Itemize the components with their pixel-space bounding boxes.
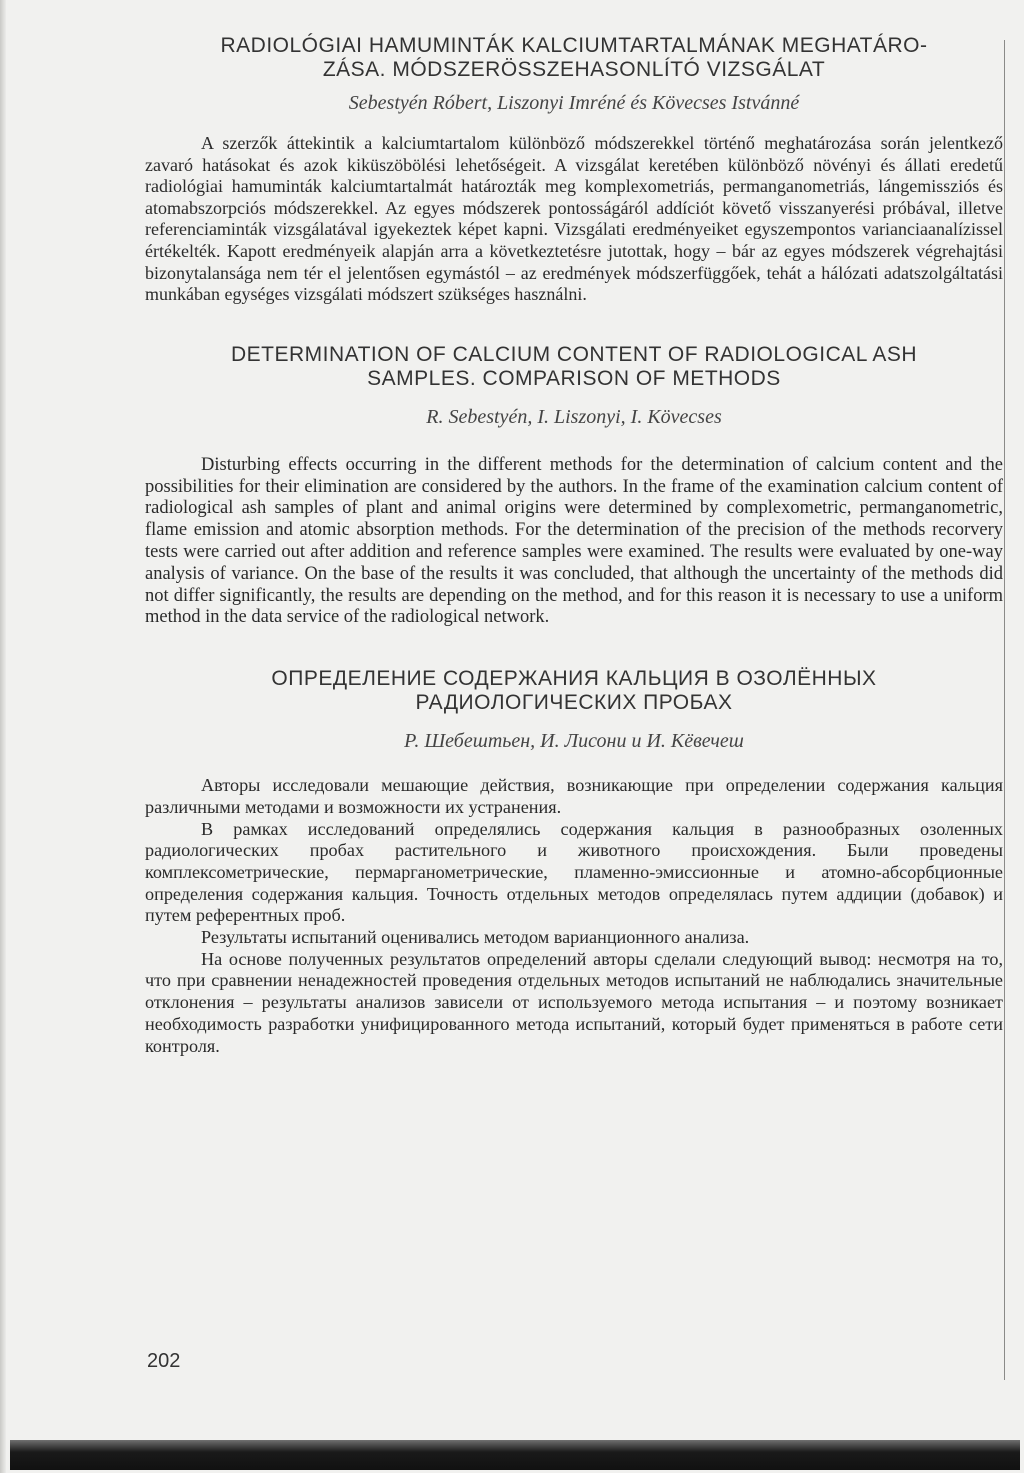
russian-authors: Р. Шебештьен, И. Лисони и И. Кёвечеш [404,730,744,753]
hungarian-authors: Sebestyén Róbert, Liszonyi Imréné és Kövecses Istvánné [348,92,800,114]
english-section [145,343,1003,629]
english-title [145,343,1003,391]
russian-abstract-para2: В рамках исследований определялись содержания кальция в разнообразных озоленных радиологических пробах растительного и животного происхождения. Были проведены комплексометрические, пермарганометрические, пламенно-эмиссионные и атомно-абсорбционные определения содержания кальция. Точность отдельных методов определялась путем аддиции (добавок) и путем референтных проб. [145,818,1003,926]
russian-title-line2: РАДИОЛОГИЧЕСКИХ ПРОБАХ [415,691,733,715]
russian-abstract-para4: На основе полученных результатов определений авторы сделали следующий вывод: несмотря на то, что при сравнении ненадежностей проведения отдельных методов испытаний не наблюдались значительные отклонения – результаты анализов зависели от используемого метода испытания – и поэтому возникает необходимость разработки унифицированного метода испытаний, который будет применяться в работе сети контроля. [145,948,1003,1056]
hungarian-title-line1: RADIOLÓGIAI HAMUMINTÁK KALCIUMTARTALMÁNAK MEGHATÁRO- [220,34,928,57]
russian-abstract [145,775,1003,1057]
english-abstract-text: Disturbing effects occurring in the different methods for the determination of calcium content and the possibilities for their elimination are considered by the authors. In the frame of the examination calcium content of radiological ash samples of plant and animal origins were determined by complexometric, permanganometric, flame emission and atomic absorption methods. For the determination of the precision of the methods recorvery tests were carried out after addition and reference samples were examined. The results were evaluated by one-way analysis of variance. On the base of the results it was concluded, that although the uncertainty of the methods did not differ significantly, the results are depending on the method, and for this reason it is necessary to use a uniform method in the data service of the radiological network. [145,454,1003,628]
scan-margin-line [1004,40,1005,1380]
russian-title-line1: ОПРЕДЕЛЕНИЕ СОДЕРЖАНИЯ КАЛЬЦИЯ В ОЗОЛЁННЫХ [271,667,877,691]
english-abstract [145,455,1003,629]
page-left-edge [0,0,6,1473]
hungarian-abstract-text: A szerzők áttekintik a kalciumtartalom különböző módszerekkel történő meghatározása során jelentkező zavaró hatásokat és azok kiküszöbölési lehetőségeit. A vizsgálat keretében különböző növényi és állati eredetű radiológiai hamuminták kalciumtartalmát határozták meg komplexometriás, permanganometriás, lángemissziós és atomabszorpciós módszerekkel. Az egyes módszerek pontosságáról addíciót követő visszanyerési próbával, illetve referenciaminták vizsgálatával igyekeztek képet kapni. Vizsgálati eredményeiket egyszempontos varianciaanalízissel értékelték. Kapott eredményeik alapján arra a következtetésre jutottak, hogy – bár az egyes módszerek végrehajtási bizonytalansága nem tér el jelentősen egymástól – az eredmények módszerfüggőek, tehát a hálózati adatszolgáltatási munkában egységes vizsgálati módszert szükséges használni. [145,133,1003,305]
english-title-line1: DETERMINATION OF CALCIUM CONTENT OF RADIOLOGICAL ASH [230,342,917,366]
hungarian-section [145,34,1003,306]
page-number: 202 [147,1350,181,1372]
russian-abstract-para3: Результаты испытаний оценивались методом варианционного анализа. [201,927,750,948]
hungarian-title [145,34,1003,82]
scan-bottom-bar [10,1440,1020,1470]
document-page [145,34,1003,1057]
russian-title [145,667,1003,715]
hungarian-title-line2: ZÁSA. MÓDSZERÖSSZEHASONLÍTÓ VIZSGÁLAT [322,58,826,81]
russian-abstract-para1: Авторы исследовали мешающие действия, возникающие при определении содержания кальция различными методами и возможности их устранения. [145,775,1003,817]
english-title-line2: SAMPLES. COMPARISON OF METHODS [367,366,781,390]
hungarian-abstract [145,133,1003,306]
english-authors: R. Sebestyén, I. Liszonyi, I. Kövecses [426,405,722,428]
russian-section [145,667,1003,1057]
